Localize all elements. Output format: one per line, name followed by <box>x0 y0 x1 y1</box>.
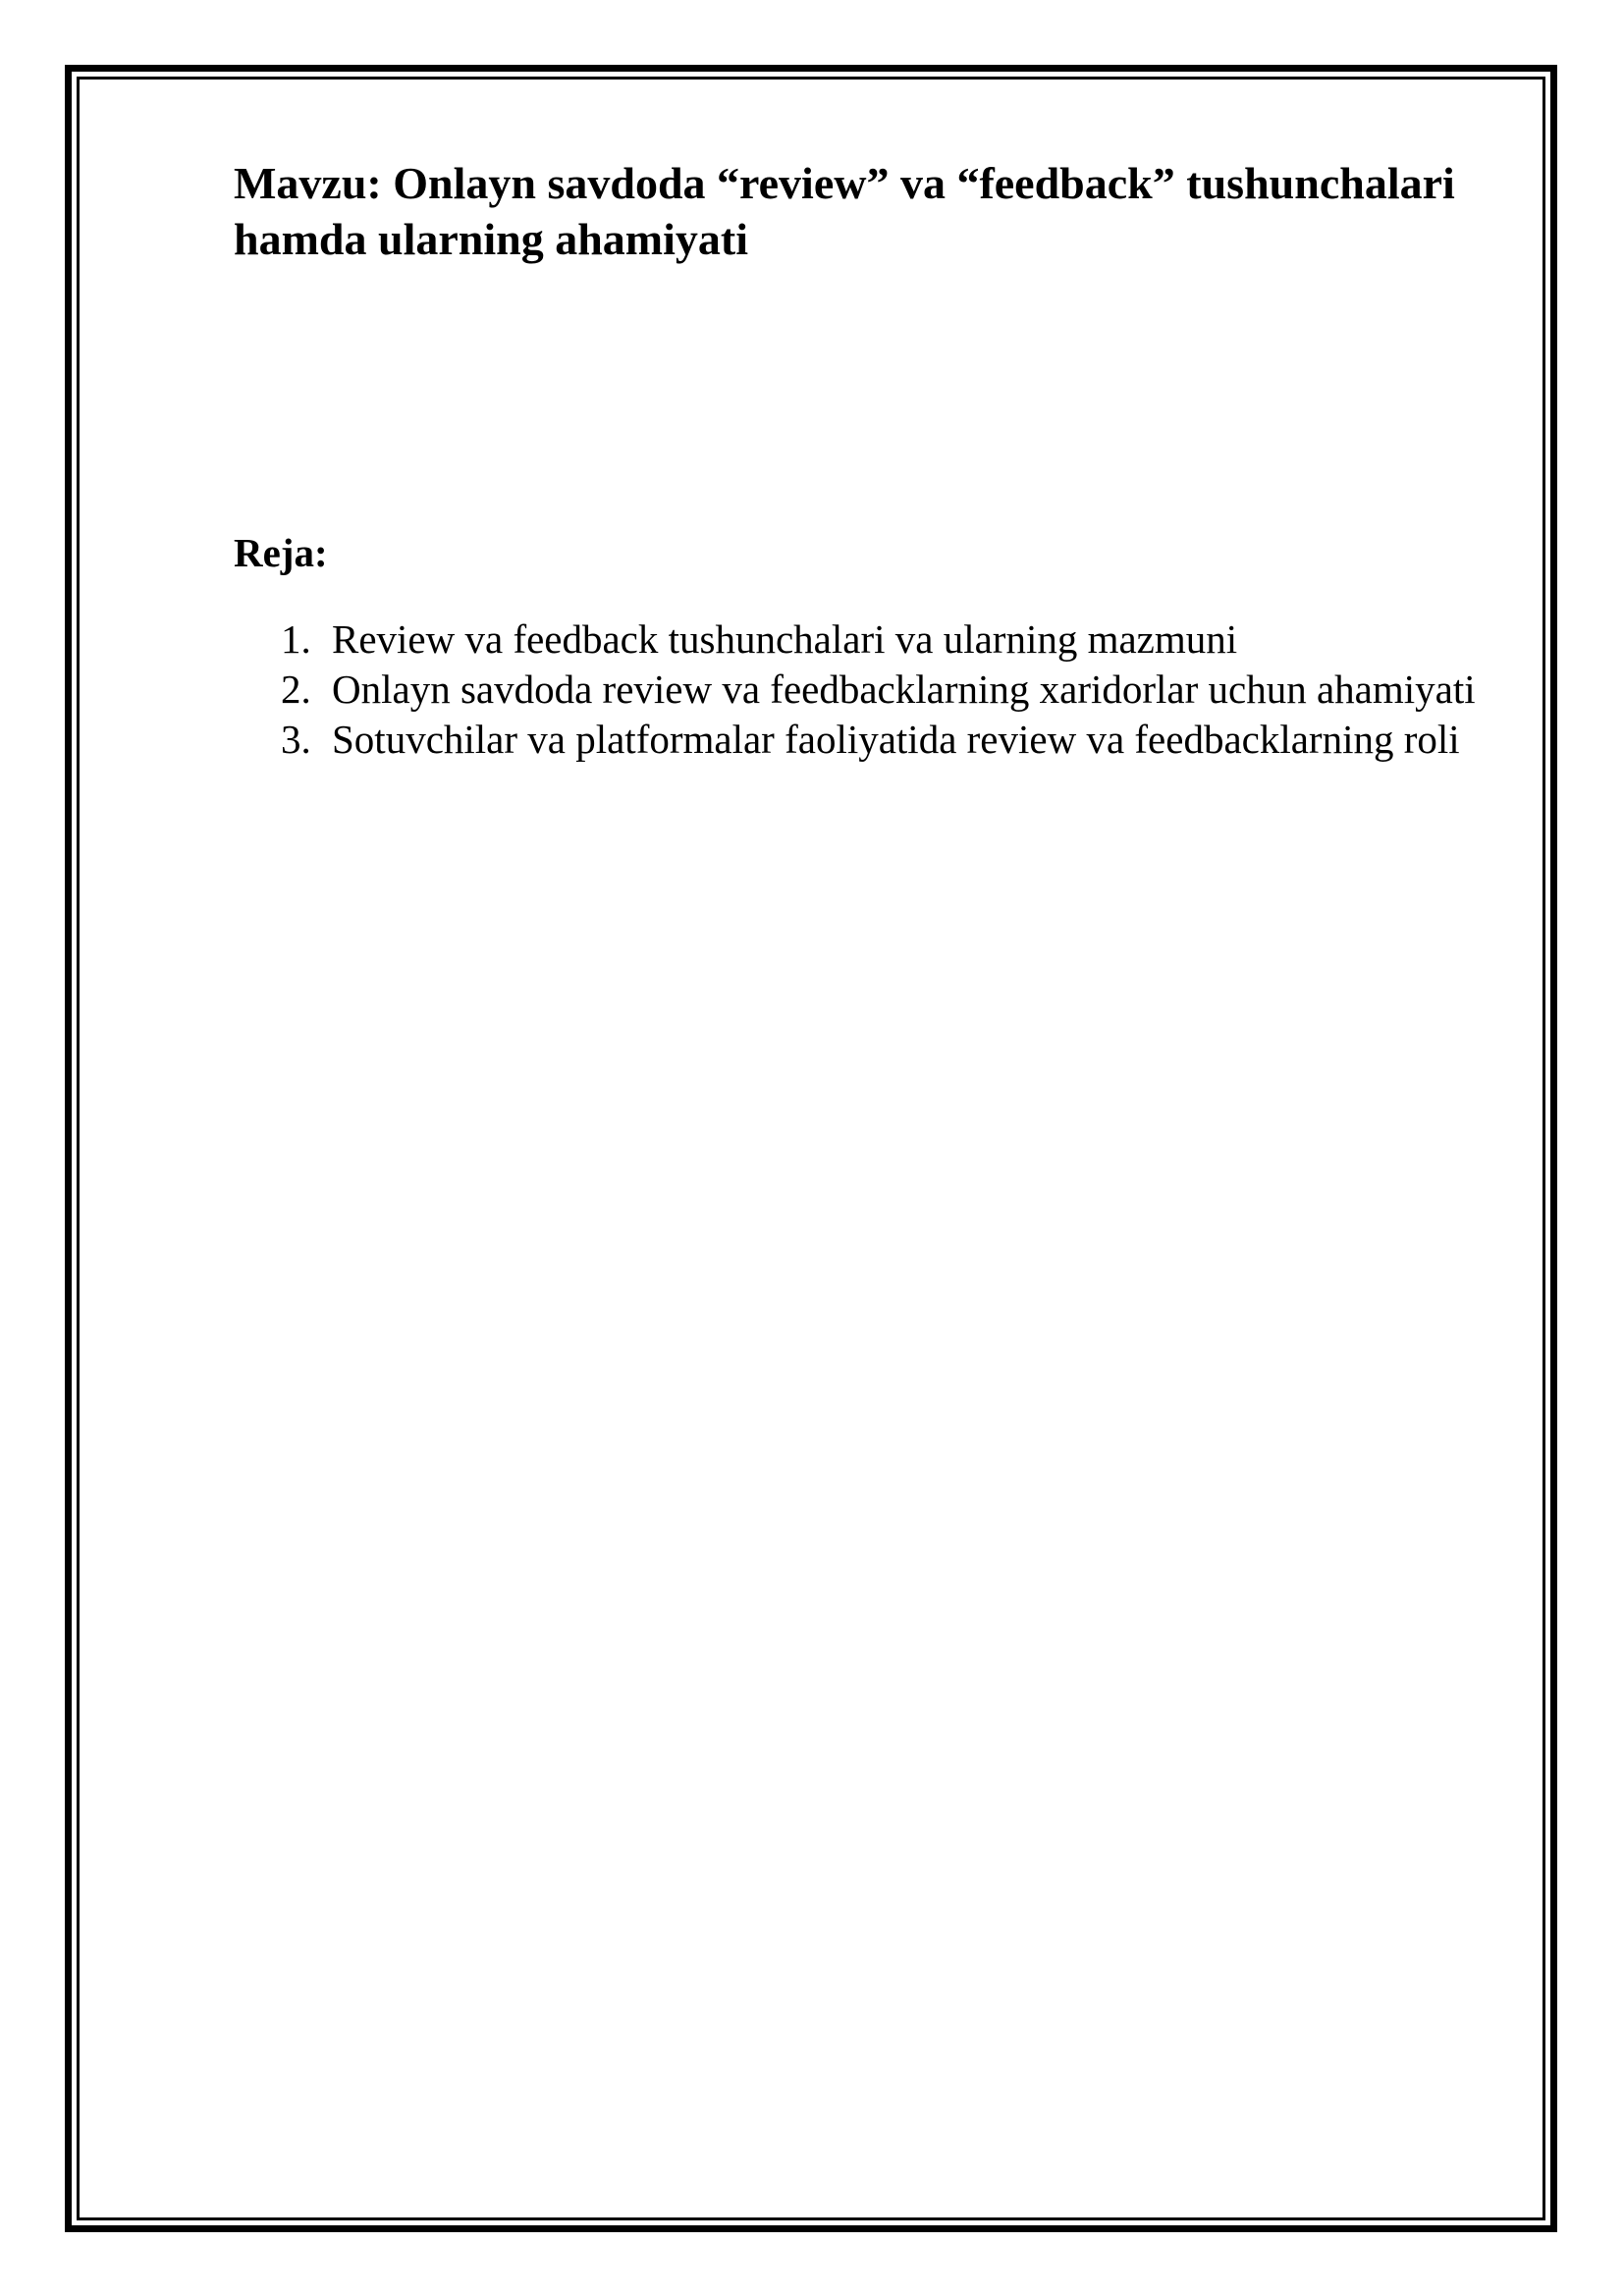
plan-item-text: Onlayn savdoda review va feedbacklarning xaridorlar uchun ahamiyati <box>332 667 1476 712</box>
plan-item <box>234 614 1500 665</box>
plan-item-text: Sotuvchilar va platformalar faoliyatida review va feedbacklarning roli <box>332 717 1460 762</box>
plan-item <box>234 715 1500 765</box>
plan-item-number: 2. <box>281 667 311 712</box>
plan-list <box>234 614 1500 765</box>
plan-item-number: 3. <box>281 717 311 762</box>
document-title: Mavzu: Onlayn savdoda “review” va “feedback” tushunchalari hamda ularning ahamiyati <box>234 158 1455 264</box>
plan-item <box>234 665 1500 715</box>
plan-item-number: 1. <box>281 616 311 662</box>
plan-heading: Reja: <box>234 530 328 575</box>
page-content <box>234 155 1500 765</box>
plan-item-text: Review va feedback tushunchalari va ularning mazmuni <box>332 616 1238 662</box>
